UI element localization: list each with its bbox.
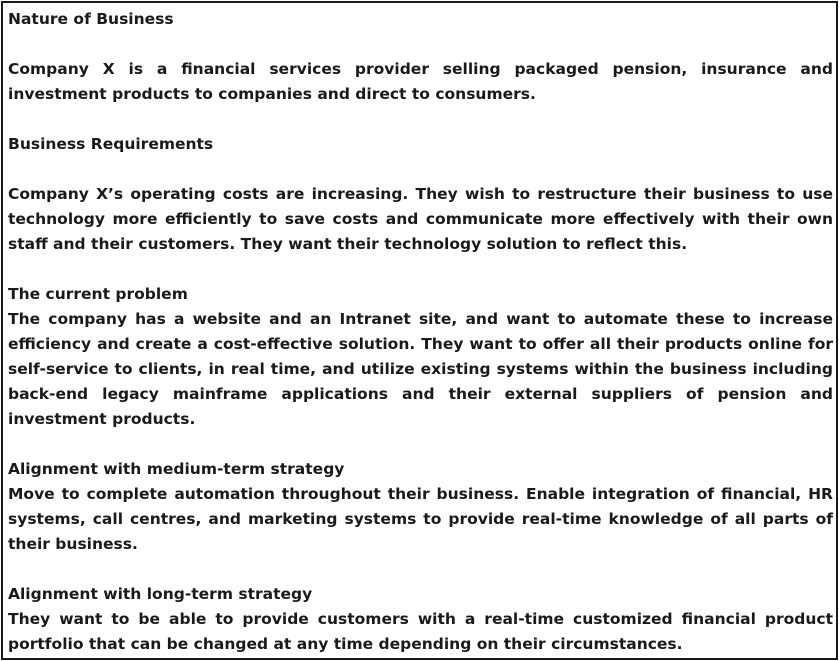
section-text-long-term-strategy: They want to be able to provide customers with a real-time customized financial product portfolio that can be changed at any time depending on their circumstances. xyxy=(8,610,833,653)
section-text-current-problem: The company has a website and an Intranet site, and want to automate these to increase efficiency and create a cost-effective solution. They want to offer all their products online for self-service to clients, in real time, and utilize existing systems within the business including back-end legacy mainframe applications and their external suppliers of pension and investment products. xyxy=(8,310,833,428)
document-body xyxy=(8,7,833,657)
spacer xyxy=(8,257,833,282)
spacer xyxy=(8,32,833,57)
section-heading-current-problem: The current problem xyxy=(8,285,188,303)
section-heading-business-requirements: Business Requirements xyxy=(8,135,214,153)
spacer xyxy=(8,557,833,582)
section-heading-long-term-strategy: Alignment with long-term strategy xyxy=(8,585,313,603)
section-text-medium-term-strategy: Move to complete automation throughout their business. Enable integration of financial, HR systems, call centres, and marketing systems to provide real-time knowledge of all parts of their business. xyxy=(8,485,833,553)
section-heading-nature-of-business: Nature of Business xyxy=(8,10,174,28)
section-text-nature-of-business: Company X is a financial services provider selling packaged pension, insurance and investment products to companies and direct to consumers. xyxy=(8,60,833,103)
document-frame xyxy=(1,1,838,660)
section-text-business-requirements: Company X’s operating costs are increasing. They wish to restructure their business to use technology more efficiently to save costs and communicate more effectively with their own staff and their customers. They want their technology solution to reflect this. xyxy=(8,185,833,253)
spacer xyxy=(8,107,833,132)
spacer xyxy=(8,432,833,457)
spacer xyxy=(8,157,833,182)
section-heading-medium-term-strategy: Alignment with medium-term strategy xyxy=(8,460,345,478)
